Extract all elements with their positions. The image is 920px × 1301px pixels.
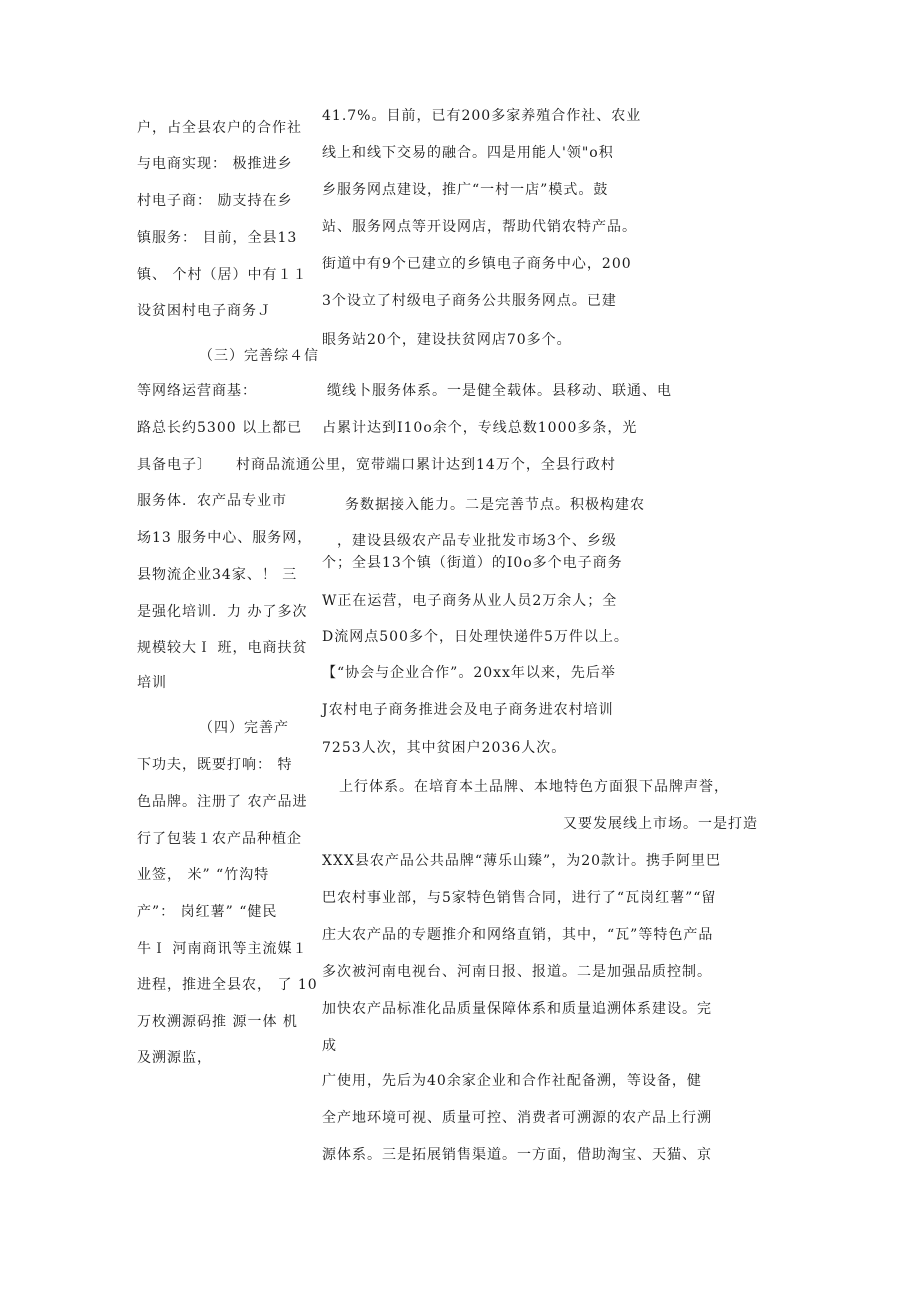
right-text-line: 7253人次，其中贫困户2036人次。 <box>322 740 567 756</box>
left-text-line: 县物流企业34家、！ 三 <box>137 567 298 583</box>
right-text-line: 缆线卜服务体系。一是健全载体。县移动、联通、电 <box>327 383 672 399</box>
right-text-line: 庄大农产品的专题推介和网络直销，其中，“瓦”等特色产品 <box>322 927 714 943</box>
right-text-line: 多次被河南电视台、河南日报、报道。二是加强品质控制。 <box>322 964 712 980</box>
right-text-line: 【“协会与企业合作”。20xx年以来，先后举 <box>322 665 616 681</box>
left-text-line: 万枚溯源码推 源一体 机 <box>137 1014 298 1030</box>
left-text-line: 路总长约5300 以上都已 <box>137 420 303 436</box>
right-text-line: 线上和线下交易的融合。四是用能人'领"o积 <box>322 145 614 161</box>
right-text-line: D流网点500多个，日处理快递件5万件以上。 <box>322 629 629 645</box>
right-text-line: 巴农村事业部，与5家特色销售合同，进行了“瓦岗红薯”“留 <box>322 890 717 906</box>
left-text-line: 村电子商： 励支持在乡 <box>137 193 293 209</box>
left-text-line: 镇、 个村（居）中有１１ <box>137 267 308 283</box>
right-text-line: 村商品流通公里，宽带端口累计达到14万个，全县行政村 <box>236 457 616 473</box>
right-text-line: 务数据接入能力。二是完善节点。积极构建农 <box>345 497 645 513</box>
left-text-line: 具备电子〕 <box>137 457 212 473</box>
left-text-line: 户，占全县农户的合作社 <box>137 120 302 136</box>
left-text-line: 及溯源监， <box>137 1050 212 1066</box>
left-text-line: 是强化培训．力 办了多次 <box>137 604 308 620</box>
right-text-line: 加快农产品标准化品质量保障体系和质量追溯体系建设。完 <box>322 1001 712 1017</box>
right-text-line: 眼务站20个，建设扶贫网店70多个。 <box>322 332 572 348</box>
left-text-line: 业签， 米” “竹沟特 <box>137 867 270 883</box>
right-text-line: 源体系。三是拓展销售渠道。一方面，借助淘宝、天猫、京 <box>322 1147 712 1163</box>
left-text-line: 培训 <box>137 675 167 691</box>
left-section-heading: （三）完善综４信 <box>199 348 319 364</box>
right-text-line: 个；全县13个镇（街道）的I0o多个电子商务 <box>322 555 623 571</box>
left-text-line: 进程，推进全县农， 了 10 <box>137 977 318 993</box>
right-text-line: 41.7%。目前，已有200多家养殖合作社、农业 <box>322 108 642 124</box>
right-text-line: ，建设县级农产品专业批发市场3个、乡级 <box>337 533 617 549</box>
right-text-line: 街道中有9个已建立的乡镇电子商务中心，200 <box>322 256 632 272</box>
left-text-line: 等网络运营商基： <box>137 383 257 399</box>
left-text-line: 行了包装１农产品种植企 <box>137 831 302 847</box>
left-text-line: 与电商实现： 极推进乡 <box>137 156 293 172</box>
right-text-line: 3个设立了村级电子商务公共服务网点。已建 <box>322 293 617 309</box>
left-text-line: 规模较大Ｉ 班，电商扶贫 <box>137 640 308 656</box>
right-text-line: 占累计达到I10o余个，专线总数1000多条，光 <box>322 420 638 436</box>
right-text-line: 站、服务网点等开设网店，帮助代销农特产品。 <box>322 219 637 235</box>
right-text-line: XXX县农产品公共品牌“薄乐山臻”，为20款计。携手阿里巴 <box>322 853 722 869</box>
right-text-line: 广使用，先后为40余家企业和合作社配备溯，等设备，健 <box>322 1073 702 1089</box>
right-text-line: 上行体系。在培育本土品牌、本地特色方面狠下品牌声誉， <box>339 779 729 795</box>
left-text-line: 设贫困村电子商务Ｊ <box>137 303 272 319</box>
right-text-line: 成 <box>322 1038 337 1054</box>
left-text-line: 牛Ｉ 河南商讯等主流媒１ <box>137 941 308 957</box>
right-text-line: 又要发展线上市场。一是打造 <box>563 816 758 832</box>
right-text-line: 全产地环境可视、质量可控、消费者可溯源的农产品上行溯 <box>322 1110 712 1126</box>
left-text-line: 镇服务： 目前，全县13 <box>137 230 298 246</box>
left-text-line: 产”： 岗红薯” “健民 <box>137 904 278 920</box>
left-text-line: 色品牌。注册了 农产品进 <box>137 794 308 810</box>
right-text-line: J农村电子商务推进会及电子商务进农村培训 <box>322 702 614 718</box>
left-text-line: 下功夫，既要打响： 特 <box>137 757 293 773</box>
left-text-line: 场13 服务中心、服务网， <box>137 530 313 546</box>
right-text-line: W正在运营，电子商务从业人员2万余人；全 <box>322 593 618 609</box>
left-section-heading: （四）完善产 <box>199 720 289 736</box>
left-text-line: 服务体．农产品专业市 <box>137 493 287 509</box>
right-text-line: 乡服务网点建设，推广“一村一店”模式。鼓 <box>322 182 609 198</box>
